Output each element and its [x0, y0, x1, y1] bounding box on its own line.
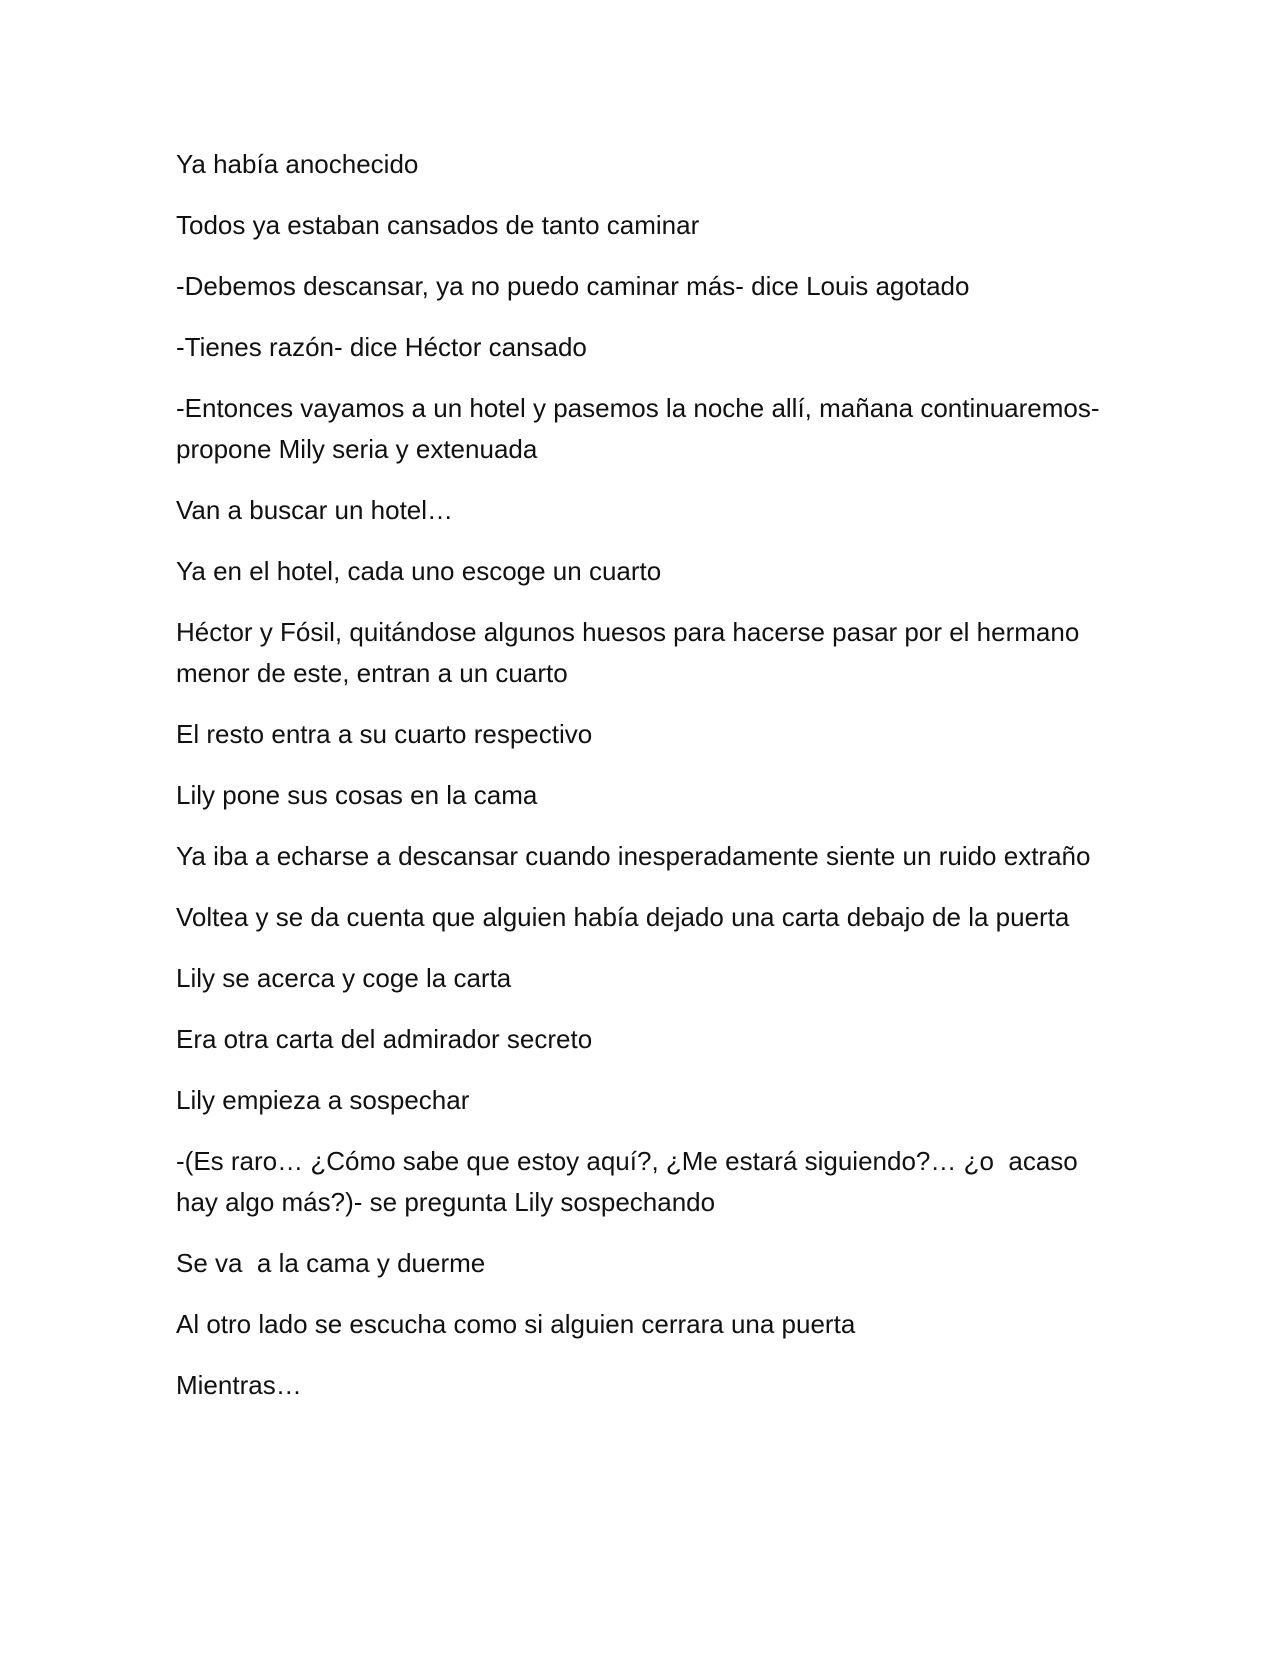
paragraph: Voltea y se da cuenta que alguien había dejado una carta debajo de la puerta [176, 902, 1070, 932]
paragraph: Se va a la cama y duerme [176, 1248, 486, 1278]
paragraph: -(Es raro… ¿Cómo sabe que estoy aquí?, ¿Me estará siguiendo?… ¿o acaso hay algo más?)- se pregunta Lily sospechando [176, 1146, 1085, 1217]
paragraph: Lily empieza a sospechar [176, 1085, 470, 1115]
paragraph: -Debemos descansar, ya no puedo caminar más- dice Louis agotado [176, 271, 970, 301]
paragraph: Ya en el hotel, cada uno escoge un cuarto [176, 556, 662, 586]
paragraph: Lily pone sus cosas en la cama [176, 780, 538, 810]
paragraph: -Entonces vayamos a un hotel y pasemos la noche allí, mañana continuaremos- propone Mily seria y extenuada [176, 393, 1107, 464]
paragraph: Ya había anochecido [176, 149, 419, 179]
paragraph: -Tienes razón- dice Héctor cansado [176, 332, 587, 362]
paragraph: Todos ya estaban cansados de tanto caminar [176, 210, 700, 240]
paragraph: Al otro lado se escucha como si alguien cerrara una puerta [176, 1309, 856, 1339]
paragraph: Era otra carta del admirador secreto [176, 1024, 593, 1054]
paragraph: El resto entra a su cuarto respectivo [176, 719, 593, 749]
paragraph: Ya iba a echarse a descansar cuando inesperadamente siente un ruido extraño [176, 841, 1091, 871]
paragraph: Van a buscar un hotel… [176, 495, 454, 525]
paragraph: Lily se acerca y coge la carta [176, 963, 512, 993]
paragraph: Héctor y Fósil, quitándose algunos huesos para hacerse pasar por el hermano menor de este, entran a un cuarto [176, 617, 1087, 688]
document-body [176, 144, 1106, 1426]
paragraph: Mientras… [176, 1370, 302, 1400]
